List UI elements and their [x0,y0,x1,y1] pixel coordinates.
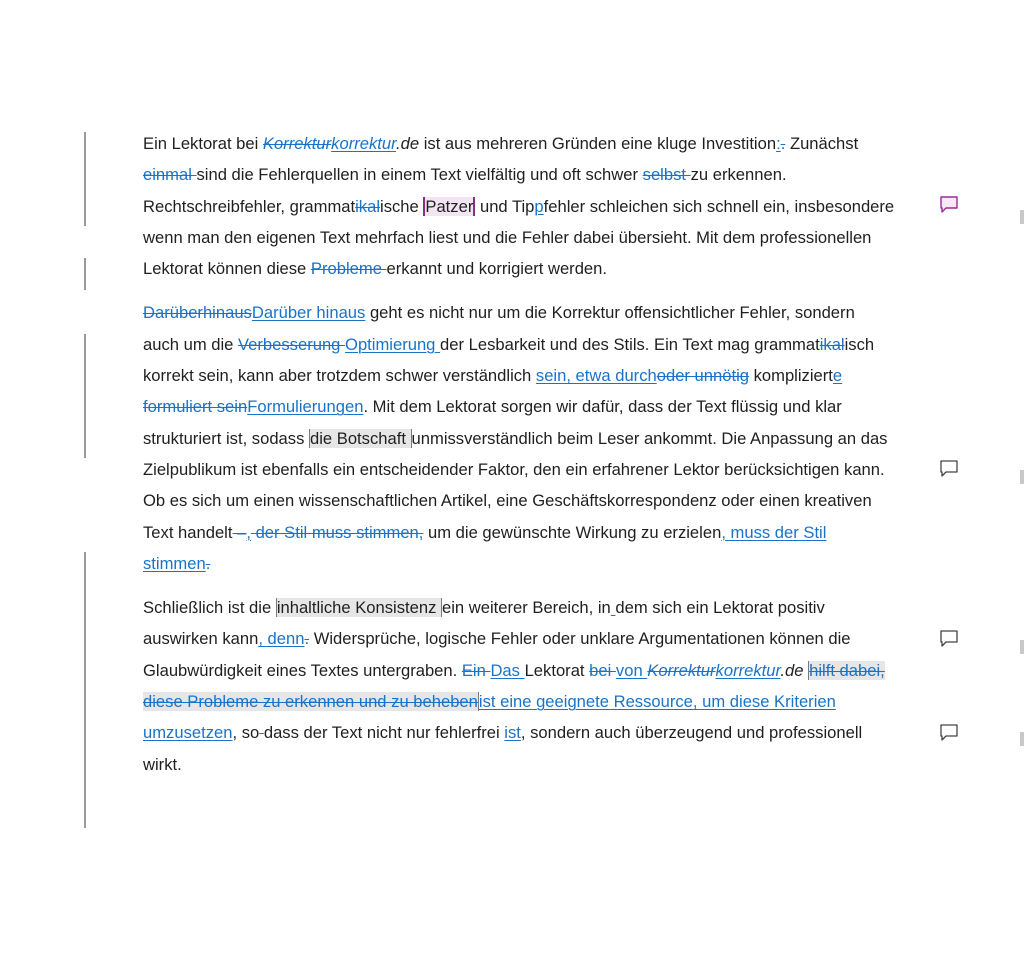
text: , so [232,723,260,743]
text: , sondern auch überzeugend und professionell wirkt. [143,723,863,774]
text: .de [780,660,804,680]
text: sind die Fehlerquellen in einem Text vielfältig und oft schwer [196,165,643,185]
deletion[interactable]: Korrektur [262,134,332,153]
deletion[interactable]: Ein [461,660,491,680]
margin-marker [1020,640,1024,654]
deletion[interactable]: der Stil muss stimmen, [250,522,424,542]
text: ist aus mehreren Gründen eine kluge Investition [419,134,777,153]
deletion[interactable]: Darüberhinaus [143,303,252,323]
insertion[interactable]: e [832,366,843,386]
margin-marker [1020,732,1024,746]
comment-icon[interactable] [940,196,958,213]
change-bar [84,334,86,458]
insertion[interactable]: : [776,134,781,153]
text: Zunächst [785,134,859,153]
deletion[interactable]: . [205,553,211,573]
comment-highlight-deletion[interactable]: hilft dabei, diese Probleme zu erkennen und zu beheben [143,660,885,712]
comment-icon[interactable] [940,630,958,647]
insertion[interactable]: , muss der Stil stimmen [143,522,827,573]
comment-icon[interactable] [940,460,958,477]
insertion[interactable]: Das [490,660,525,680]
comment-icon[interactable] [940,724,958,741]
text: unmissverständlich beim Leser ankommt. Die Anpassung an das Zielpublikum ist ebenfalls ein entscheidender Faktor, den ein erfahrener Lektor berücksichtigen kann. Ob es sich um einen wissenschaftlichen Artikel, eine Geschäftskorrespondenz oder einen kreativen Text handelt [143,428,888,542]
paragraph-3[interactable] [143,592,895,780]
deletion[interactable]: selbst [642,165,691,185]
text: dass der Text nicht nur fehlerfrei [263,723,505,743]
insertion[interactable]: , [246,522,251,542]
text: fehler schleichen sich schnell ein, insbesondere wenn man den eigenen Text mehrfach liest und die Fehler dabei übersieht. Mit dem professionellen Lektorat können diese [143,196,895,279]
change-bar [84,258,86,290]
text: Widersprüche, logische Fehler oder unklare Argumentationen können die Glaubwürdigkeit eines Textes untergraben. [143,629,851,680]
deletion[interactable]: ikal [819,334,845,354]
text: erkannt und korrigiert werden. [386,259,607,279]
insertion[interactable]: Formulierungen [247,397,364,417]
insertion[interactable]: , denn [258,629,305,649]
text: der Lesbarkeit und des Stils. Ein Text mag grammat [440,334,820,354]
text: zu erkennen. Rechtschreibfehler, grammat [143,165,787,216]
deletion[interactable]: ikal [355,196,381,216]
text: um die gewünschte Wirkung zu erzielen [423,522,722,542]
text: und Tip [475,196,535,216]
text: ein weiterer Bereich, in [442,598,611,618]
insertion[interactable]: ist eine geeignete Ressource, um diese Kriterien umzusetzen [143,692,836,743]
text: . Mit dem Lektorat sorgen wir dafür, dass der Text flüssig und klar strukturiert ist, sodass [143,397,842,448]
text: isch korrekt sein, kann aber trotzdem schwer verständlich [143,334,875,386]
text: ische [380,196,424,216]
deletion[interactable]: – [232,522,247,542]
deletion[interactable]: . [304,629,310,649]
change-bar [84,132,86,226]
deletion[interactable]: . [780,134,786,153]
insertion[interactable]: Optimierung [345,334,441,354]
margin-marker [1020,470,1024,484]
deletion[interactable]: Korrektur [647,660,716,680]
active-comment-highlight[interactable]: Patzer [425,196,474,216]
insertion[interactable]: korrektur [331,134,397,153]
insertion[interactable]: von [615,660,648,680]
text: dem sich ein Lektorat positiv auswirken kann [143,598,825,649]
comment-highlight[interactable]: inhaltliche Konsistenz [276,598,441,618]
comment-highlight[interactable]: die Botschaft [310,428,411,448]
deletion[interactable]: oder unnötig [656,366,749,386]
insertion[interactable]: p [534,196,544,216]
text: Lektorat [524,660,590,680]
insertion[interactable]: korrektur [715,660,781,680]
deletion[interactable]: formuliert sein [143,397,248,417]
text: .de [396,134,420,153]
text: Ein Lektorat bei [143,134,263,153]
insertion[interactable]: ist [504,723,521,743]
text: kompliziert [749,366,833,386]
text: Schließlich ist die [143,598,276,618]
text: geht es nicht nur um die Korrektur offensichtlicher Fehler, sondern auch um die [143,303,855,354]
deletion[interactable]: Probleme [310,259,387,279]
change-bar [84,552,86,828]
paragraph-1[interactable] [143,128,895,284]
insertion[interactable]: Darüber hinaus [251,303,366,323]
paragraph-2[interactable] [143,297,895,579]
deletion[interactable]: Verbesserung [238,334,346,354]
deletion[interactable]: einmal [143,165,197,185]
margin-marker [1020,210,1024,224]
deletion[interactable]: bei [589,660,616,680]
document-body[interactable] [143,128,895,793]
insertion[interactable]: sein, etwa durch [535,366,657,386]
